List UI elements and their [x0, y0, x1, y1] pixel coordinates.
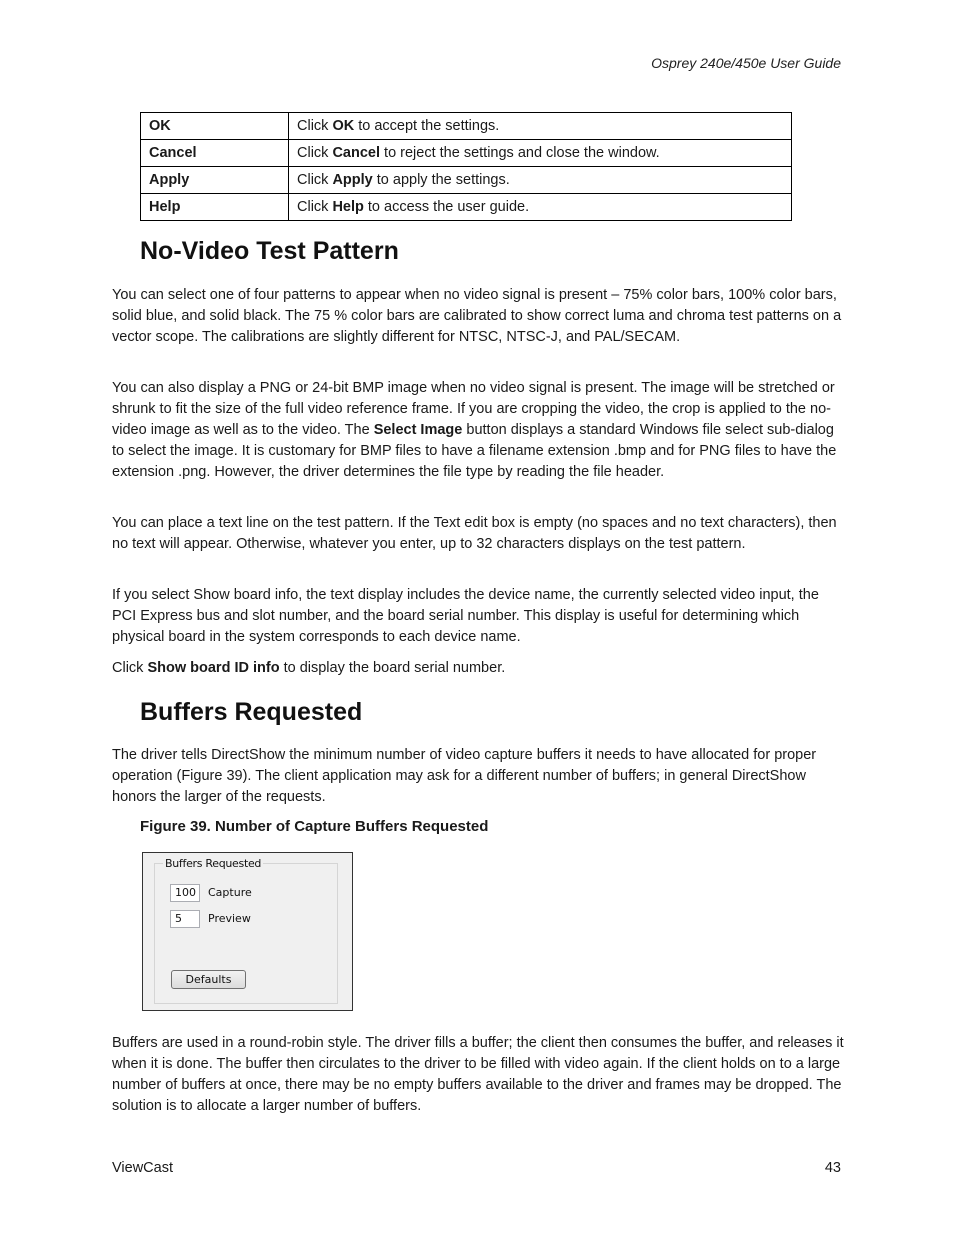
- figure-caption: Figure 39. Number of Capture Buffers Requested: [140, 818, 489, 835]
- defaults-button[interactable]: Defaults: [171, 970, 246, 989]
- paragraph: You can select one of four patterns to appear when no video signal is present – 75% color bars, 100% color bars, solid blue, and solid black. The 75 % color bars are calibrated to show correct luma and chroma test patterns on a vector scope. The calibrations are slightly different for NTSC, NTSC-J, and PAL/SECAM.: [112, 287, 842, 345]
- paragraph: If you select Show board info, the text display includes the device name, the currently selected video input, the PCI Express bus and slot number, and the board serial number. This display is useful for determining which physical board in the system corresponds to each device name.: [112, 587, 819, 645]
- paragraph: You can place a text line on the test pattern. If the Text edit box is empty (no spaces and no text characters), then no text will appear. Otherwise, whatever you enter, up to 32 characters displays on the test pattern.: [112, 515, 837, 552]
- capture-buffers-input[interactable]: 100: [170, 884, 200, 902]
- paragraph: Click Show board ID info to display the board serial number.: [112, 660, 506, 676]
- table-key-cell: Help: [141, 194, 289, 221]
- section-heading-buffers: Buffers Requested: [140, 698, 363, 726]
- paragraph: The driver tells DirectShow the minimum number of video capture buffers it needs to have allocated for proper operation (Figure 39). The client application may ask for a different number of buffers; in general DirectShow honors the larger of the requests.: [112, 747, 817, 805]
- preview-label: Preview: [208, 912, 251, 925]
- table-row: [141, 194, 792, 221]
- table-desc-cell: Click Help to access the user guide.: [289, 194, 792, 221]
- section-heading-no-video: No-Video Test Pattern: [140, 237, 399, 265]
- table-row: [141, 113, 792, 140]
- table-key-cell: Cancel: [141, 140, 289, 167]
- preview-buffers-input[interactable]: 5: [170, 910, 200, 928]
- running-header: Osprey 240e/450e User Guide: [651, 55, 841, 71]
- table-desc-cell: Click OK to accept the settings.: [289, 113, 792, 140]
- table-desc-cell: Click Cancel to reject the settings and close the window.: [289, 140, 792, 167]
- table-row: [141, 167, 792, 194]
- table-desc-cell: Click Apply to apply the settings.: [289, 167, 792, 194]
- buffers-dialog-figure: [142, 852, 353, 1011]
- paragraph: You can also display a PNG or 24-bit BMP image when no video signal is present. The image will be stretched or shrunk to fit the size of the full video reference frame. If you are cropping the video, the crop is applied to the no-video image as well as to the video. The Select Image button displays a standard Windows file select sub-dialog to select the image. It is customary for BMP files to have a filename extension .bmp and for PNG files to have the extension .png. However, the driver determines the file type by reading the file header.: [112, 380, 837, 480]
- capture-label: Capture: [208, 886, 252, 899]
- groupbox-title: Buffers Requested: [165, 857, 262, 870]
- table-row: [141, 140, 792, 167]
- buffers-groupbox: [154, 857, 338, 1004]
- settings-table: [140, 112, 792, 221]
- paragraph: Buffers are used in a round-robin style. The driver fills a buffer; the client then consumes the buffer, and releases it when it is done. The buffer then circulates to the driver to be filled with video again. If the client holds on to a large number of buffers at once, there may be no empty buffers available to the driver and frames may be dropped. The solution is to allocate a larger number of buffers.: [112, 1035, 844, 1114]
- footer-company: ViewCast: [112, 1160, 173, 1176]
- table-key-cell: OK: [141, 113, 289, 140]
- table-key-cell: Apply: [141, 167, 289, 194]
- page-number: 43: [824, 1160, 841, 1176]
